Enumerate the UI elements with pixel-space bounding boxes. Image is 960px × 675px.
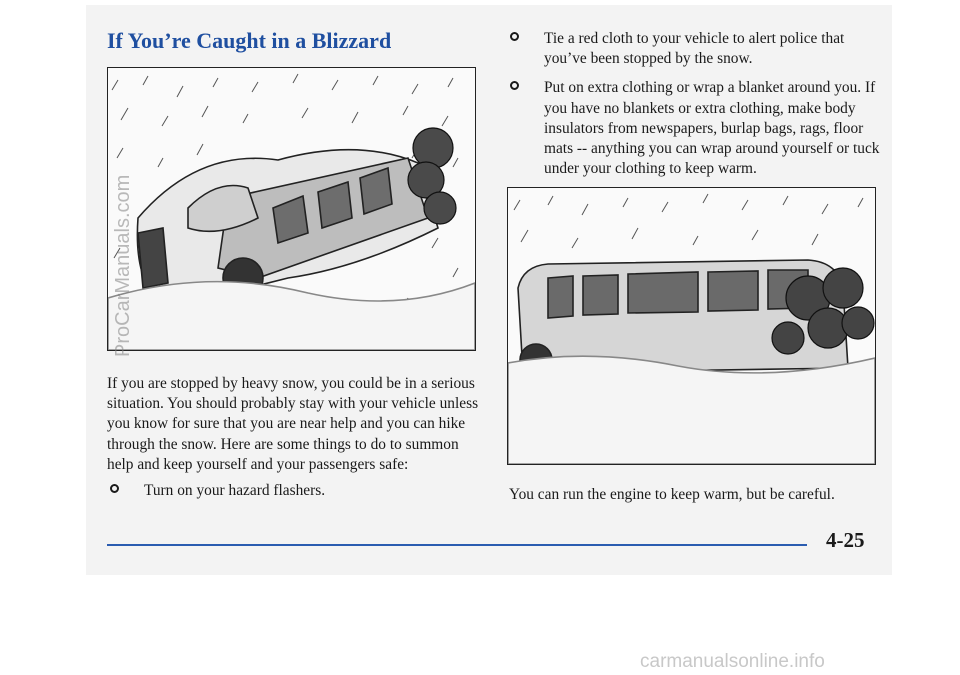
left-bullet-list <box>107 481 487 510</box>
list-item: Put on extra clothing or wrap a blanket around you. If you have no blankets or extra clothing, make body insulators from newspapers, burlap bags, rags, floor mats -- anything you can wrap around yourself or tuck under your clothing to keep warm. <box>507 78 887 179</box>
intro-paragraph: If you are stopped by heavy snow, you could be in a serious situation. You should probably stay with your vehicle unless you know for sure that you are near help and you can hike through the snow. Here are some things to do to summon help and keep yourself and your passengers safe: <box>107 375 479 473</box>
figure-caption: You can run the engine to keep warm, but be careful. <box>509 486 835 503</box>
snowbound-van-illustration <box>107 67 476 351</box>
side-watermark: ProCarManuals.com <box>112 174 134 357</box>
section-title: If You’re Caught in a Blizzard <box>107 28 392 53</box>
bullet-icon <box>510 81 519 90</box>
van-running-engine-illustration <box>507 187 876 465</box>
right-bullet-list <box>507 29 887 188</box>
bullet-icon <box>510 32 519 41</box>
bullet-icon <box>110 484 119 493</box>
footer-watermark: carmanualsonline.info <box>640 651 825 672</box>
page-number: 4-25 <box>826 528 865 552</box>
list-item: Turn on your hazard flashers. <box>107 481 487 501</box>
list-item: Tie a red cloth to your vehicle to alert police that you’ve been stopped by the snow. <box>507 29 887 69</box>
footer-rule <box>107 544 807 546</box>
